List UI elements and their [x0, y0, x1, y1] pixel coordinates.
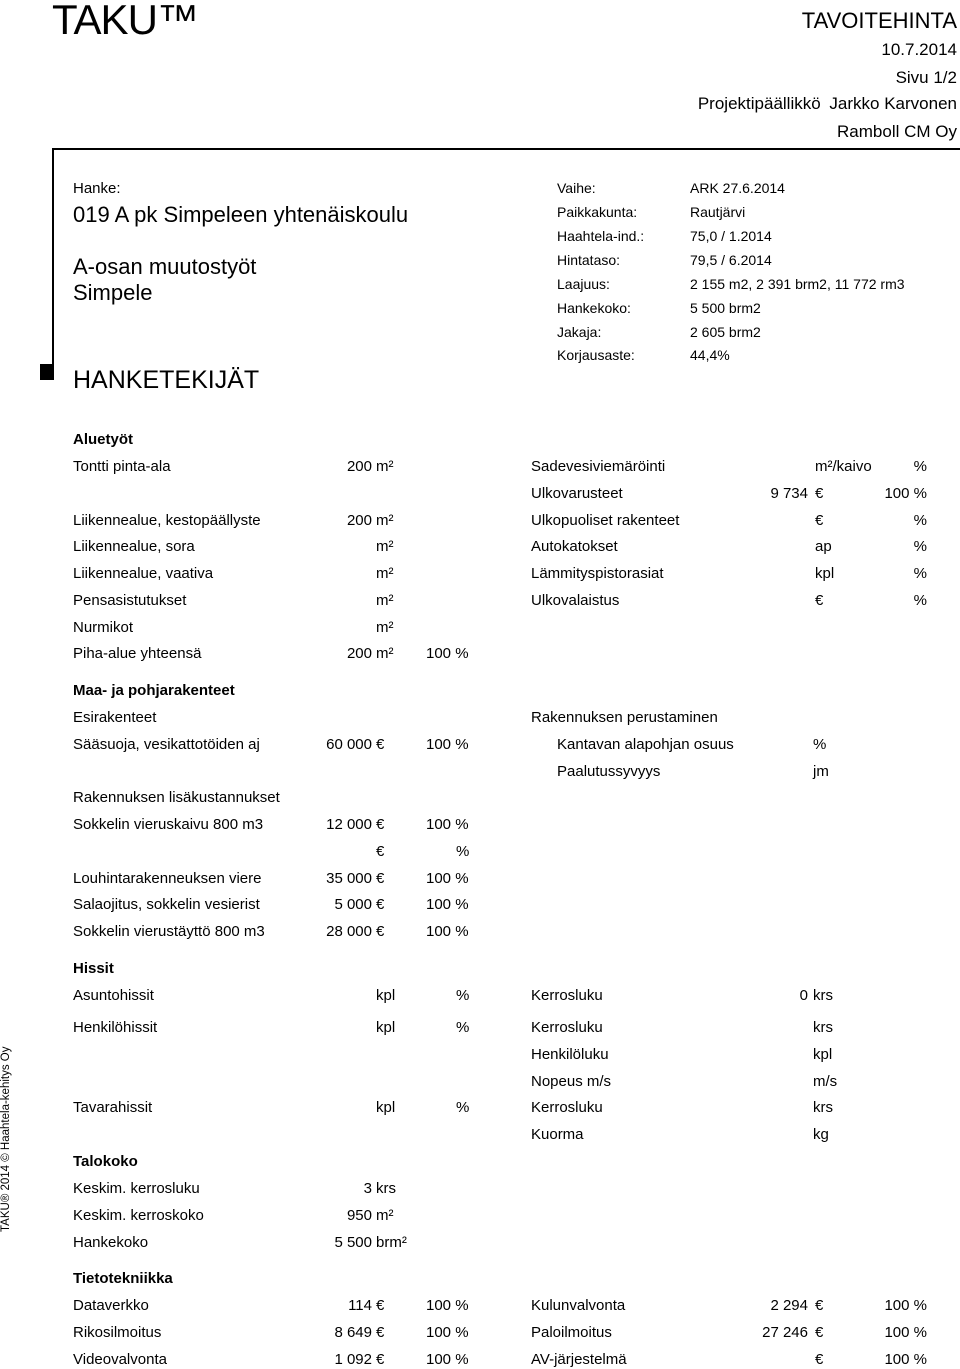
- info-value: 2 605 brm2: [690, 324, 761, 340]
- row-unit: kpl: [376, 987, 396, 1004]
- document-date: 10.7.2014: [881, 40, 957, 59]
- row-percent: %: [913, 592, 927, 609]
- row-label: Videovalvonta: [73, 1351, 167, 1368]
- row-label: Rikosilmoitus: [73, 1324, 162, 1341]
- row-unit: m²: [376, 645, 394, 662]
- copyright-sidebar: TAKU® 2014 © Haahtela-kehitys Oy: [0, 1046, 12, 1232]
- row-unit: krs: [376, 1180, 396, 1197]
- row-percent: %: [456, 987, 470, 1004]
- left-rule: [52, 148, 54, 380]
- row-percent: 100 %: [426, 870, 469, 887]
- euro-icon: €: [376, 870, 385, 887]
- row-value: 0: [799, 987, 808, 1004]
- project-subtitle: A-osan muutostyöt: [73, 254, 257, 279]
- row-percent: %: [456, 1099, 470, 1116]
- row-percent: %: [913, 512, 927, 529]
- info-value: Rautjärvi: [690, 204, 746, 220]
- row-label: Paloilmoitus: [531, 1324, 612, 1341]
- row-label: Kerrosluku: [531, 1099, 603, 1116]
- row-unit: m²: [376, 592, 394, 609]
- row-percent: 100 %: [426, 896, 469, 913]
- row-unit: krs: [813, 1019, 833, 1036]
- row-percent: 100 %: [426, 645, 469, 662]
- row-percent: 100 %: [426, 1297, 469, 1314]
- row-label: Ulkovarusteet: [531, 485, 623, 502]
- row-unit: brm²: [376, 1234, 407, 1251]
- manager-label: Projektipäällikkö: [697, 94, 821, 113]
- row-unit: kg: [813, 1126, 829, 1143]
- row-label: Kulunvalvonta: [531, 1297, 626, 1314]
- info-label: Korjausaste:: [557, 347, 635, 363]
- row-unit: kpl: [376, 1019, 396, 1036]
- section-heading-maa: Maa- ja pohjarakenteet: [73, 682, 235, 699]
- row-percent: 100 %: [426, 1351, 469, 1368]
- row-label: Hankekoko: [73, 1234, 149, 1251]
- euro-icon: €: [815, 1324, 824, 1341]
- row-unit: m²: [376, 1207, 394, 1224]
- row-unit: kpl: [815, 565, 835, 582]
- project-label: Hanke:: [73, 180, 121, 197]
- row-percent: %: [456, 843, 470, 860]
- row-percent: %: [913, 565, 927, 582]
- info-value: ARK 27.6.2014: [690, 180, 785, 196]
- project-location: Simpele: [73, 280, 153, 305]
- section-heading-tietotekniikka: Tietotekniikka: [73, 1270, 173, 1287]
- row-label: Nopeus m/s: [531, 1073, 612, 1090]
- row-value: 5 500: [334, 1234, 372, 1251]
- row-label: Autokatokset: [531, 538, 618, 555]
- row-percent: 100 %: [426, 1324, 469, 1341]
- row-unit: m²: [376, 512, 394, 529]
- row-label: Ulkovalaistus: [531, 592, 620, 609]
- section-heading-hissit: Hissit: [73, 960, 114, 977]
- row-percent: 100 %: [884, 1324, 927, 1341]
- row-value: 60 000: [326, 736, 372, 753]
- row-label: Salaojitus, sokkelin vesierist: [73, 896, 260, 913]
- subsection-label: Esirakenteet: [73, 709, 157, 726]
- row-label: Dataverkko: [73, 1297, 149, 1314]
- section-heading-aluetyot: Aluetyöt: [73, 431, 133, 448]
- row-unit: kpl: [813, 1046, 833, 1063]
- row-value: 8 649: [334, 1324, 372, 1341]
- info-value: 44,4%: [690, 347, 730, 363]
- row-percent: 100 %: [426, 923, 469, 940]
- row-unit: m²: [376, 619, 394, 636]
- info-label: Hintataso:: [557, 252, 621, 268]
- row-label: Ulkopuoliset rakenteet: [531, 512, 680, 529]
- info-value: 75,0 / 1.2014: [690, 228, 772, 244]
- row-percent: %: [913, 538, 927, 555]
- row-unit: m²: [376, 458, 394, 475]
- row-value: 5 000: [334, 896, 372, 913]
- row-value: 28 000: [326, 923, 372, 940]
- row-unit: kpl: [376, 1099, 396, 1116]
- row-label: Sääsuoja, vesikattotöiden aj: [73, 736, 260, 753]
- row-unit: jm: [813, 763, 829, 780]
- row-label: Sokkelin vierustäyttö 800 m3: [73, 923, 265, 940]
- row-label: Sadevesiviemäröinti: [531, 458, 666, 475]
- row-percent: 100 %: [426, 736, 469, 753]
- section-heading-talokoko: Talokoko: [73, 1153, 138, 1170]
- project-name: 019 A pk Simpeleen yhtenäiskoulu: [73, 202, 409, 227]
- info-label: Haahtela-ind.:: [557, 228, 645, 244]
- row-label: Tontti pinta-ala: [73, 458, 171, 475]
- row-percent: %: [913, 458, 927, 475]
- info-label: Laajuus:: [557, 276, 610, 292]
- row-label: Piha-alue yhteensä: [73, 645, 202, 662]
- row-value: 200: [346, 645, 372, 662]
- row-label: Henkilöhissit: [73, 1019, 158, 1036]
- info-label: Vaihe:: [557, 180, 596, 196]
- row-label: Louhintarakenneuksen viere: [73, 870, 262, 887]
- row-unit: ap: [815, 538, 832, 555]
- row-value: 1 092: [334, 1351, 372, 1368]
- euro-icon: €: [815, 485, 824, 502]
- row-label: Henkilöluku: [531, 1046, 609, 1063]
- row-label: Keskim. kerroskoko: [73, 1207, 204, 1224]
- row-percent: 100 %: [884, 1297, 927, 1314]
- row-value: 950: [346, 1207, 372, 1224]
- euro-icon: €: [376, 1324, 385, 1341]
- document-title: TAVOITEHINTA: [801, 8, 957, 33]
- row-label: Liikennealue, kestopäällyste: [73, 512, 261, 529]
- project-manager: [698, 94, 957, 114]
- subsection-label: Rakennuksen perustaminen: [531, 709, 718, 726]
- row-value: 27 246: [762, 1324, 808, 1341]
- row-value: 9 734: [770, 485, 808, 502]
- row-value: 200: [346, 512, 372, 529]
- row-unit: %: [813, 736, 827, 753]
- info-value: 5 500 brm2: [690, 300, 761, 316]
- logo: TAKU™: [52, 0, 198, 43]
- row-unit: m²: [376, 538, 394, 555]
- row-unit: krs: [813, 1099, 833, 1116]
- row-label: Kerrosluku: [531, 987, 603, 1004]
- company-name: Ramboll CM Oy: [837, 122, 957, 141]
- row-percent: %: [456, 1019, 470, 1036]
- row-percent: 100 %: [426, 816, 469, 833]
- page-number: Sivu 1/2: [895, 68, 957, 87]
- info-value: 2 155 m2, 2 391 brm2, 11 772 rm3: [690, 276, 905, 292]
- subsection-label: Rakennuksen lisäkustannukset: [73, 789, 280, 806]
- row-label: AV-järjestelmä: [531, 1351, 627, 1368]
- euro-icon: €: [815, 1351, 824, 1368]
- row-label: Pensasistutukset: [73, 592, 187, 609]
- info-label: Jakaja:: [557, 324, 602, 340]
- row-value: 200: [346, 458, 372, 475]
- row-label: Kerrosluku: [531, 1019, 603, 1036]
- euro-icon: €: [815, 592, 824, 609]
- euro-icon: €: [376, 896, 385, 913]
- info-label: Hankekoko:: [557, 300, 631, 316]
- row-label: Kuorma: [531, 1126, 584, 1143]
- row-unit: m/s: [813, 1073, 838, 1090]
- row-unit: m²: [376, 565, 394, 582]
- euro-icon: €: [376, 816, 385, 833]
- row-value: 12 000: [326, 816, 372, 833]
- row-label: Nurmikot: [73, 619, 134, 636]
- row-label: Lämmityspistorasiat: [531, 565, 664, 582]
- euro-icon: €: [376, 736, 385, 753]
- euro-icon: €: [376, 1297, 385, 1314]
- header-divider: [54, 148, 960, 150]
- row-unit: m²/kaivo: [815, 458, 872, 475]
- row-value: 35 000: [326, 870, 372, 887]
- row-percent: 100 %: [884, 1351, 927, 1368]
- row-label: Sokkelin vieruskaivu 800 m3: [73, 816, 264, 833]
- info-label: Paikkakunta:: [557, 204, 638, 220]
- row-label: Paalutussyvyys: [557, 763, 661, 780]
- euro-icon: €: [376, 923, 385, 940]
- row-value: 3: [363, 1180, 372, 1197]
- row-value: 114: [348, 1297, 372, 1314]
- euro-icon: €: [376, 843, 385, 860]
- row-label: Liikennealue, sora: [73, 538, 195, 555]
- row-unit: krs: [813, 987, 833, 1004]
- row-label: Keskim. kerrosluku: [73, 1180, 200, 1197]
- row-value: 2 294: [770, 1297, 808, 1314]
- row-label: Asuntohissit: [73, 987, 154, 1004]
- euro-icon: €: [815, 512, 824, 529]
- row-label: Kantavan alapohjan osuus: [557, 736, 734, 753]
- row-label: Tavarahissit: [73, 1099, 153, 1116]
- manager-name: Jarkko Karvonen: [829, 94, 957, 113]
- section-title: HANKETEKIJÄT: [73, 366, 260, 394]
- row-percent: 100 %: [884, 485, 927, 502]
- section-marker: [40, 364, 54, 380]
- euro-icon: €: [815, 1297, 824, 1314]
- info-value: 79,5 / 6.2014: [690, 252, 772, 268]
- euro-icon: €: [376, 1351, 385, 1368]
- row-label: Liikennealue, vaativa: [73, 565, 214, 582]
